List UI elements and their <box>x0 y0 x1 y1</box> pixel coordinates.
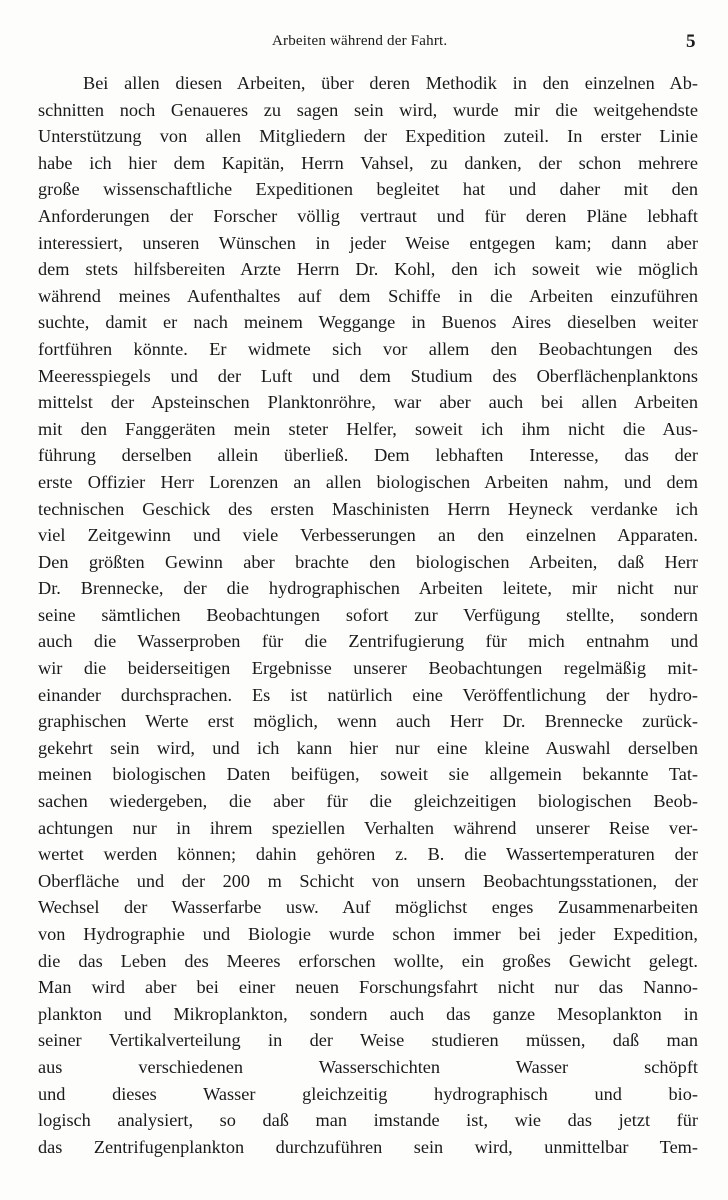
text-line: auch die Wasserproben für die Zentrifugierung für mich entnahm und <box>38 631 698 652</box>
text-line: die das Leben des Meeres erforschen wollte, ein großes Gewicht gelegt. <box>38 950 698 971</box>
running-header <box>0 33 728 55</box>
text-line: erste Offizier Herr Lorenzen an allen biologischen Arbeiten nahm, und dem <box>38 471 698 492</box>
text-line: das Zentrifugenplankton durchzuführen sein wird, unmittelbar Tem- <box>38 1136 698 1157</box>
text-line: während meines Aufenthaltes auf dem Schiffe in die Arbeiten einzuführen <box>38 285 698 306</box>
text-line: mittelst der Apsteinschen Planktonröhre, war aber auch bei allen Arbeiten <box>38 392 698 413</box>
text-line: sachen wiedergeben, die aber für die gleichzeitigen biologischen Beob- <box>38 791 698 812</box>
text-line: habe ich hier dem Kapitän, Herrn Vahsel, zu danken, der schon mehrere <box>38 152 698 173</box>
text-line: wertet werden können; dahin gehören z. B. die Wassertemperaturen der <box>38 844 698 865</box>
text-line: meinen biologischen Daten beifügen, soweit sie allgemein bekannte Tat- <box>38 764 698 785</box>
text-line: suchte, damit er nach meinem Weggange in Buenos Aires dieselben weiter <box>38 312 698 333</box>
text-line: Oberfläche und der 200 m Schicht von unsern Beobachtungsstationen, der <box>38 870 698 891</box>
text-line: von Hydrographie und Biologie wurde schon immer bei jeder Expedition, <box>38 924 698 944</box>
running-title: Arbeiten während der Fahrt. <box>272 33 448 49</box>
text-line: fortführen könnte. Er widmete sich vor allem den Beobachtungen des <box>38 338 698 359</box>
text-line: Meeresspiegels und der Luft und dem Studium des Oberflächenplanktons <box>38 365 698 386</box>
text-line: dem stets hilfsbereiten Arzte Herrn Dr. Kohl, den ich soweit wie möglich <box>38 259 698 280</box>
text-line: aus verschiedenen Wasserschichten Wasser schöpft <box>38 1056 698 1077</box>
text-line: Den größten Gewinn aber brachte den biologischen Arbeiten, daß Herr <box>38 551 698 572</box>
text-line: Anforderungen der Forscher völlig vertraut und für deren Pläne lebhaft <box>38 205 698 226</box>
text-line: Man wird aber bei einer neuen Forschungsfahrt nicht nur das Nanno- <box>38 977 698 998</box>
text-line: achtungen nur in ihrem speziellen Verhalten während unserer Reise ver- <box>38 817 698 838</box>
text-line: logisch analysiert, so daß man imstande ist, wie das jetzt für <box>38 1110 698 1131</box>
text-line: und dieses Wasser gleichzeitig hydrographisch und bio- <box>38 1083 698 1104</box>
text-line: technischen Geschick des ersten Maschinisten Herrn Heyneck verdanke ich <box>38 498 698 519</box>
text-line: gekehrt sein wird, und ich kann hier nur eine kleine Auswahl derselben <box>38 737 698 758</box>
text-line: Dr. Brennecke, der die hydrographischen Arbeiten leitete, mir nicht nur <box>38 578 698 599</box>
text-line: viel Zeitgewinn und viele Verbesserungen an den einzelnen Apparaten. <box>38 525 698 546</box>
text-line: seine sämtlichen Beobachtungen sofort zur Verfügung stellte, sondern <box>38 604 698 625</box>
body-paragraph <box>38 70 698 1160</box>
text-line: mit den Fanggeräten mein steter Helfer, soweit ich ihm nicht die Aus- <box>38 418 698 439</box>
text-line: Wechsel der Wasserfarbe usw. Auf möglichst enges Zusammenarbeiten <box>38 897 698 918</box>
page-number: 5 <box>686 31 696 52</box>
text-line: seiner Vertikalverteilung in der Weise studieren müssen, daß man <box>38 1030 698 1051</box>
text-line: interessiert, unseren Wünschen in jeder Weise entgegen kam; dann aber <box>38 232 698 253</box>
text-line: führung derselben allein überließ. Dem lebhaften Interesse, das der <box>38 445 698 466</box>
text-line: wir die beiderseitigen Ergebnisse unserer Beobachtungen regelmäßig mit- <box>38 658 698 679</box>
text-line: graphischen Werte erst möglich, wenn auch Herr Dr. Brennecke zurück- <box>38 711 698 732</box>
text-line: plankton und Mikroplankton, sondern auch das ganze Mesoplankton in <box>38 1003 698 1024</box>
text-line: einander durchsprachen. Es ist natürlich eine Veröffentlichung der hydro- <box>38 684 698 705</box>
text-line: große wissenschaftliche Expeditionen begleitet hat und daher mit den <box>38 179 698 200</box>
text-line: schnitten noch Genaueres zu sagen sein wird, wurde mir die weitgehendste <box>38 99 698 120</box>
text-line: Unterstützung von allen Mitgliedern der Expedition zuteil. In erster Linie <box>38 126 698 147</box>
text-line: Bei allen diesen Arbeiten, über deren Methodik in den einzelnen Ab- <box>83 73 698 93</box>
